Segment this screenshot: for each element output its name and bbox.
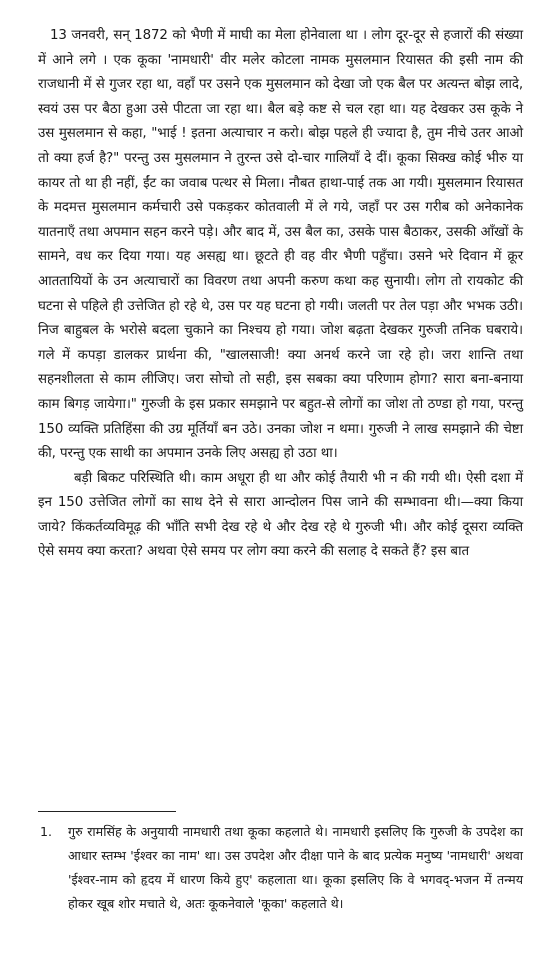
body-paragraph-1: 13 जनवरी, सन् 1872 को भैणी में माघी का मेला होनेवाला था । लोग दूर-दूर से हजारों की संख्या में आने लगे । एक कूका 'नामधारी' वीर मलेर कोटला नामक मुसलमान रियासत की इसी नाम की राजधानी में से गुजर रहा था, वहाँ पर उसने एक मुसलमान को देखा जो एक बैल पर अत्यन्त बोझ लादे, स्वयं उस पर बैठा हुआ उसे पीटता जा रहा था। बैल बड़े कष्ट से चल रहा था। यह देखकर उस कूके ने उस मुसलमान से कहा, "भाई ! इतना अत्याचार न करो। बोझ पहले ही ज्यादा है, तुम नीचे उतर आओ तो क्या हर्ज है?" परन्तु उस मुसलमान ने तुरन्त उसे दो-चार गालियाँ दे दीं। कूका सिक्ख कोई भीरु या कायर तो था ही नहीं, ईंट का जवाब पत्थर से मिला। नौबत हाथा-पाई तक आ गयी। मुसलमान रियासत के मदमत्त मुसलमान कर्मचारी उसे पकड़कर कोतवाली में ले गये, जहाँ पर उस गरीब को अनेकानेक यातनाएँ तथा अपमान सहन करने पड़े। और बाद में, उस बैल का, उसके पास बैठाकर, उसकी आँखों के सामने, वध कर दिया गया। यह असह्य था। छूटते ही वह वीर भैणी पहुँचा। उसने भरे दिवान में क्रूर आततायियों के उन अत्याचारों का विवरण तथा अपनी करुण कथा कह सुनायी। लोग तो रायकोट की घटना से पहिले ही उत्तेजित हो रहे थे, उस पर यह घटना हो गयी। जलती पर तेल पड़ा और भभक उठी। निज बाहुबल के भरोसे बदला चुकाने का निश्चय हो गया। जोश बढ़ता देखकर गुरुजी तनिक घबराये। गले में कपड़ा डालकर प्रार्थना की, "खालसाजी! क्या अनर्थ करने जा रहे हो। जरा शान्ति तथा सहनशीलता से काम लीजिए। जरा सोचो तो सही, इस सबका क्या परिणाम होगा? सारा बना-बनाया काम बिगड़ जायेगा।" गुरुजी के इस प्रकार समझाने पर बहुत-से लोगों का जोश तो ठण्डा हो गया, परन्तु 150 व्यक्ति प्रतिहिंसा की उग्र मूर्तियाँ बन उठे। उनका जोश न थमा। गुरुजी ने लाख समझाने की चेष्टा की, परन्तु एक साथी का अपमान उनके लिए असह्य हो उठा था। — [38, 28, 523, 462]
footnote-marker: 1. — [40, 824, 53, 839]
footnote-text: गुरु रामसिंह के अनुयायी नामधारी तथा कूका कहलाते थे। नामधारी इसलिए कि गुरुजी के उपदेश का आधार स्तम्भ 'ईश्वर का नाम' था। उस उपदेश और दीक्षा पाने के बाद प्रत्येक मनुष्य 'नामधारी' अथवा 'ईश्वर-नाम को हृदय में धारण किये हुए' कहलाता था। कूका इसलिए कि वे भगवद्-भजन में तन्मय होकर खूब शोर मचाते थे, अतः कूकनेवाले 'कूका' कहलाते थे। — [68, 824, 523, 911]
footnote-divider — [38, 811, 176, 812]
footnote — [38, 820, 523, 916]
body-paragraph-2: बड़ी बिकट परिस्थिति थी। काम अधूरा ही था और कोई तैयारी भी न की गयी थी। ऐसी दशा में इन 150 उत्तेजित लोगों का साथ देने से सारा आन्दोलन पिस जाने की सम्भावना थी।—क्या किया जाये? किंकर्तव्यविमूढ़ की भाँति सभी देख रहे थे और देख रहे थे गुरुजी भी। और कोई दूसरा व्यक्ति ऐसे समय क्या करता? अथवा ऐसे समय पर लोग क्या करने की सलाह दे सकते हैं? इस बात — [38, 470, 523, 560]
